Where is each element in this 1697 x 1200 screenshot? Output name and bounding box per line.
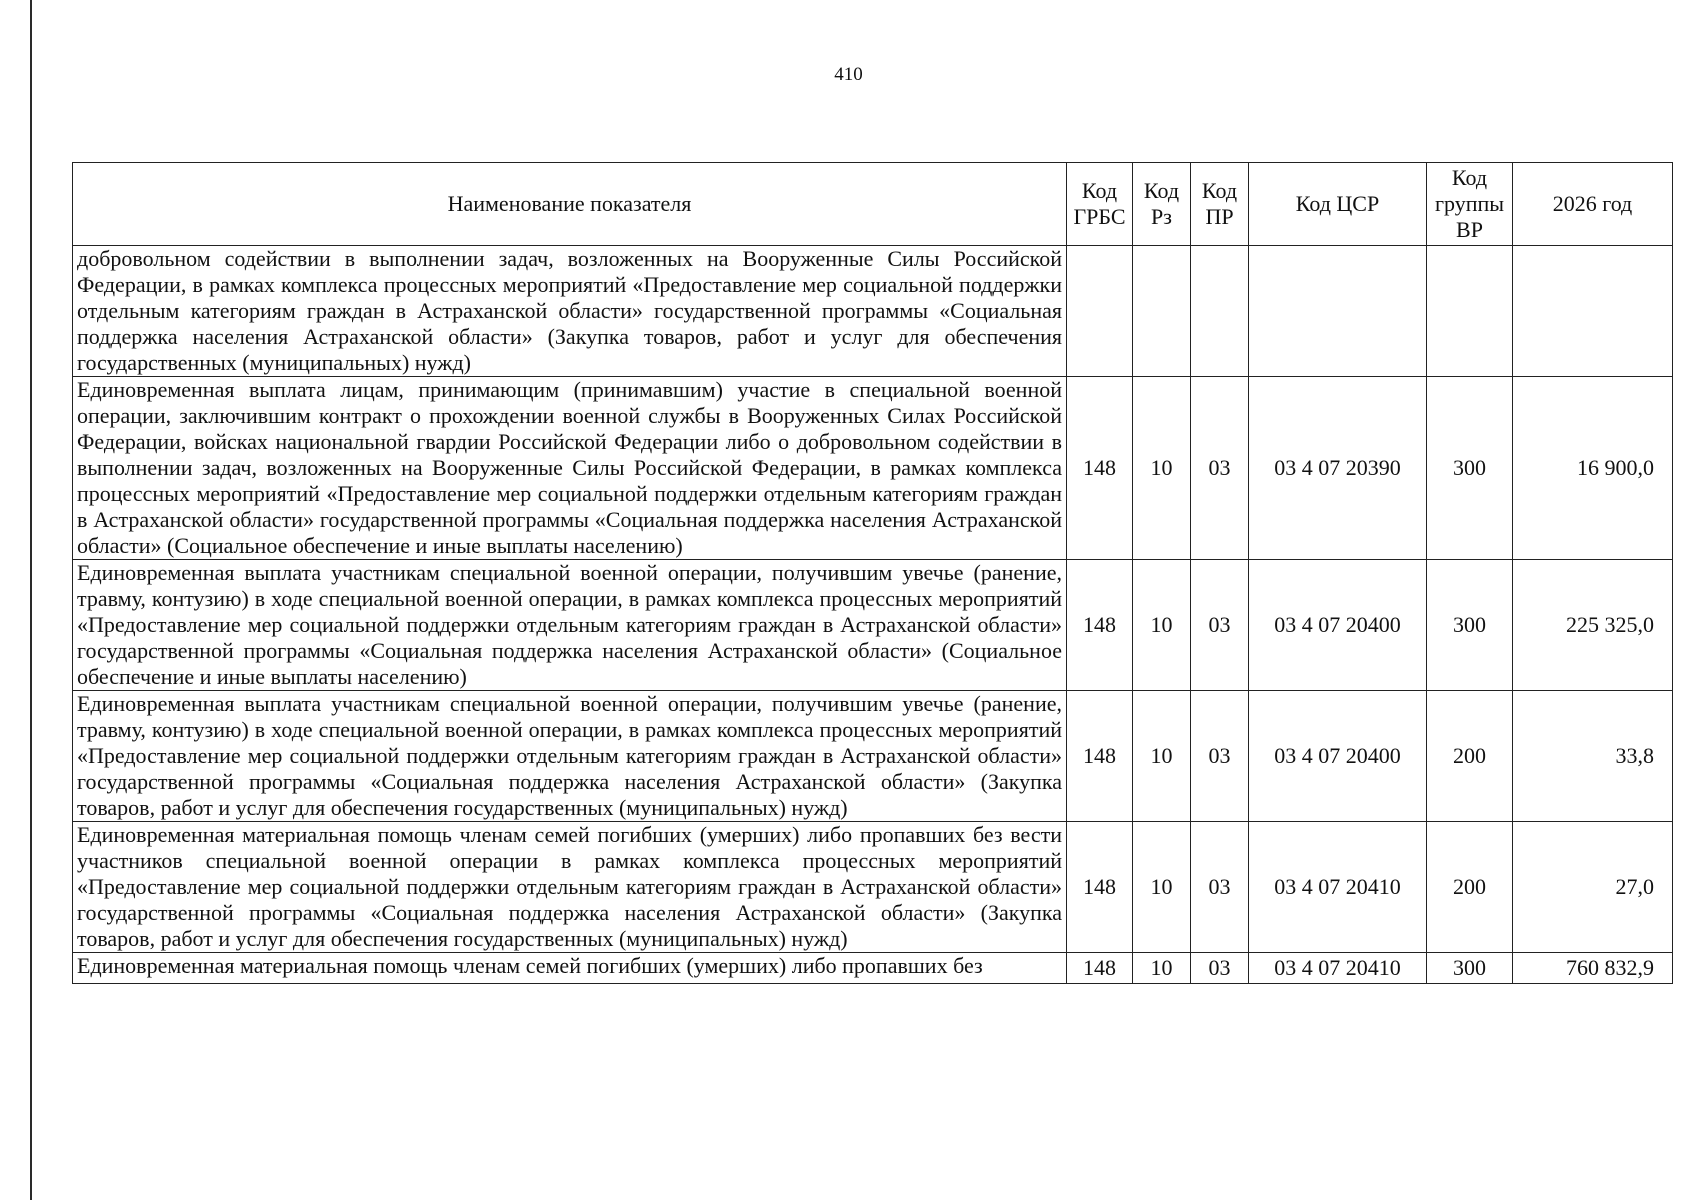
row-csr: 03 4 07 20400 xyxy=(1249,691,1427,822)
page-number: 410 xyxy=(834,64,863,85)
row-rz: 10 xyxy=(1133,377,1191,560)
row-grbs xyxy=(1067,246,1133,377)
row-name: Единовременная выплата участникам специальной военной операции, получившим увечье (ранение, травму, контузию) в ходе специальной военной операции, в рамках комплекса процессных мероприятий «Предоставление мер социальной поддержки отдельным категориям граждан в Астраханской области» государственной программы «Социальная поддержка населения Астраханской области» (Закупка товаров, работ и услуг для обеспечения государственных (муниципальных) нужд) xyxy=(73,691,1067,822)
header-vr: Код группы ВР xyxy=(1427,163,1513,246)
row-name: Единовременная выплата участникам специальной военной операции, получившим увечье (ранение, травму, контузию) в ходе специальной военной операции, в рамках комплекса процессных мероприятий «Предоставление мер социальной поддержки отдельным категориям граждан в Астраханской области» государственной программы «Социальная поддержка населения Астраханской области» (Социальное обеспечение и иные выплаты населению) xyxy=(73,560,1067,691)
header-pr: Код ПР xyxy=(1191,163,1249,246)
table-row xyxy=(73,377,1673,560)
row-amount: 33,8 xyxy=(1513,691,1673,822)
row-rz xyxy=(1133,246,1191,377)
row-csr: 03 4 07 20410 xyxy=(1249,822,1427,953)
row-rz: 10 xyxy=(1133,822,1191,953)
row-grbs: 148 xyxy=(1067,691,1133,822)
row-pr: 03 xyxy=(1191,953,1249,984)
row-csr: 03 4 07 20400 xyxy=(1249,560,1427,691)
row-pr: 03 xyxy=(1191,822,1249,953)
table-header-row xyxy=(73,163,1673,246)
header-rz: Код Рз xyxy=(1133,163,1191,246)
row-name: Единовременная материальная помощь членам семей погибших (умерших) либо пропавших без вести участников специальной военной операции в рамках комплекса процессных мероприятий «Предоставление мер социальной поддержки отдельным категориям граждан в Астраханской области» государственной программы «Социальная поддержка населения Астраханской области» (Закупка товаров, работ и услуг для обеспечения государственных (муниципальных) нужд) xyxy=(73,822,1067,953)
row-grbs: 148 xyxy=(1067,560,1133,691)
row-pr: 03 xyxy=(1191,377,1249,560)
row-name: Единовременная материальная помощь членам семей погибших (умерших) либо пропавших без xyxy=(73,953,1067,984)
row-amount xyxy=(1513,246,1673,377)
row-name: Единовременная выплата лицам, принимающим (принимавшим) участие в специальной военной операции, заключившим контракт о прохождении военной службы в Вооруженных Силах Российской Федерации, войсках национальной гвардии Российской Федерации либо о добровольном содействии в выполнении задач, возложенных на Вооруженные Силы Российской Федерации, в рамках комплекса процессных мероприятий «Предоставление мер социальной поддержки отдельным категориям граждан в Астраханской области» государственной программы «Социальная поддержка населения Астраханской области» (Социальное обеспечение и иные выплаты населению) xyxy=(73,377,1067,560)
table-row xyxy=(73,822,1673,953)
row-csr: 03 4 07 20390 xyxy=(1249,377,1427,560)
row-rz: 10 xyxy=(1133,953,1191,984)
header-csr: Код ЦСР xyxy=(1249,163,1427,246)
row-csr: 03 4 07 20410 xyxy=(1249,953,1427,984)
header-grbs: Код ГРБС xyxy=(1067,163,1133,246)
table-row xyxy=(73,953,1673,984)
row-pr: 03 xyxy=(1191,691,1249,822)
row-pr: 03 xyxy=(1191,560,1249,691)
table-row xyxy=(73,246,1673,377)
row-amount: 225 325,0 xyxy=(1513,560,1673,691)
header-year: 2026 год xyxy=(1513,163,1673,246)
row-amount: 16 900,0 xyxy=(1513,377,1673,560)
row-vr: 200 xyxy=(1427,691,1513,822)
row-rz: 10 xyxy=(1133,691,1191,822)
row-rz: 10 xyxy=(1133,560,1191,691)
row-vr: 300 xyxy=(1427,377,1513,560)
table-row xyxy=(73,560,1673,691)
budget-table xyxy=(72,162,1673,984)
row-amount: 760 832,9 xyxy=(1513,953,1673,984)
row-csr xyxy=(1249,246,1427,377)
row-vr: 300 xyxy=(1427,560,1513,691)
row-vr xyxy=(1427,246,1513,377)
row-vr: 200 xyxy=(1427,822,1513,953)
row-pr xyxy=(1191,246,1249,377)
row-amount: 27,0 xyxy=(1513,822,1673,953)
row-vr: 300 xyxy=(1427,953,1513,984)
row-grbs: 148 xyxy=(1067,822,1133,953)
row-grbs: 148 xyxy=(1067,953,1133,984)
header-name: Наименование показателя xyxy=(73,163,1067,246)
binding-margin-line xyxy=(30,0,32,1200)
row-grbs: 148 xyxy=(1067,377,1133,560)
row-name: добровольном содействии в выполнении задач, возложенных на Вооруженные Силы Российской Федерации, в рамках комплекса процессных мероприятий «Предоставление мер социальной поддержки отдельным категориям граждан в Астраханской области» государственной программы «Социальная поддержка населения Астраханской области» (Закупка товаров, работ и услуг для обеспечения государственных (муниципальных) нужд) xyxy=(73,246,1067,377)
table-row xyxy=(73,691,1673,822)
